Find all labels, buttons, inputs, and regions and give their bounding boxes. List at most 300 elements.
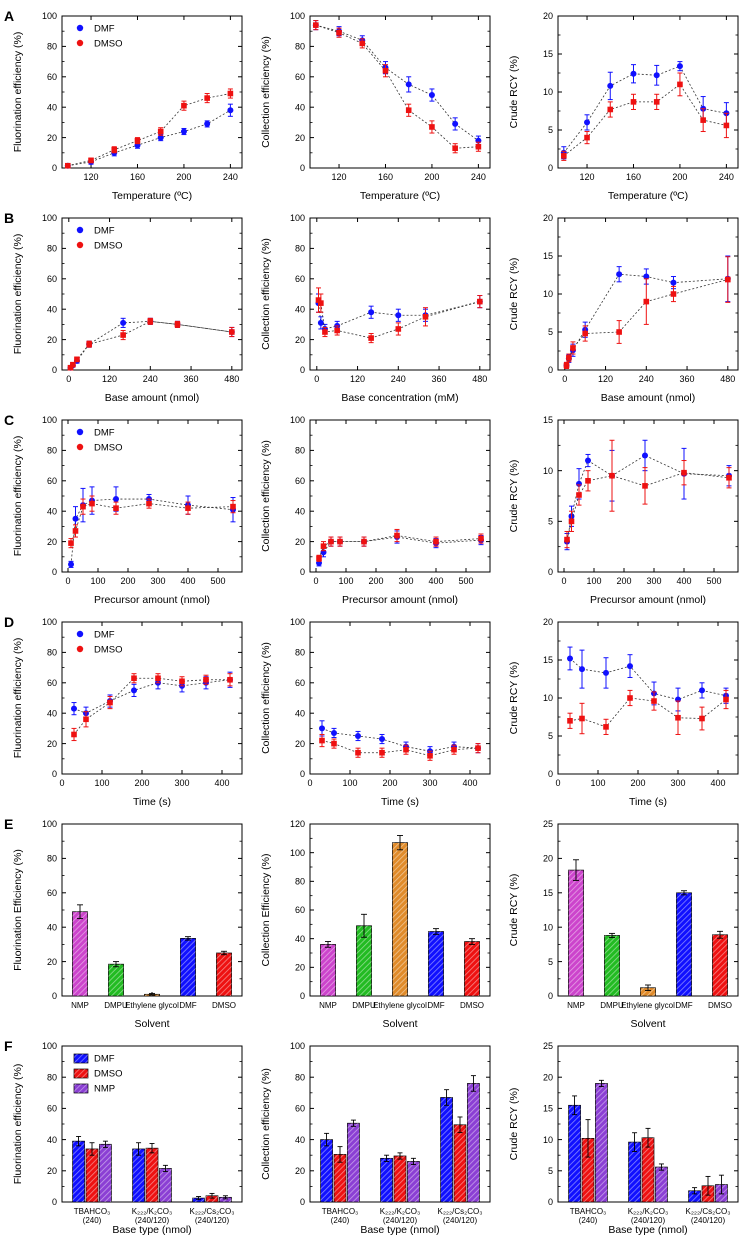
marker-dmso xyxy=(65,163,71,169)
data-point xyxy=(227,104,233,116)
x-tick-label: Ethylene glycol xyxy=(373,1001,427,1010)
chart-E2 xyxy=(258,814,498,1030)
x-axis-label: Base type (nmol) xyxy=(112,1224,192,1236)
plot-frame xyxy=(558,218,738,370)
data-point xyxy=(331,739,337,748)
data-point xyxy=(452,118,458,130)
marker-dmf xyxy=(368,309,374,315)
marker-dmso xyxy=(723,697,729,703)
y-axis-label: Collection efficiency (%) xyxy=(260,642,272,754)
marker-dmso xyxy=(322,329,328,335)
y-tick-label: 100 xyxy=(41,819,57,830)
data-point xyxy=(68,561,74,567)
y-tick-label: 20 xyxy=(294,1166,305,1176)
data-point xyxy=(355,748,361,757)
bar xyxy=(712,931,727,996)
y-tick-label: 60 xyxy=(294,274,305,284)
data-point xyxy=(396,323,402,335)
marker-dmf xyxy=(406,81,412,87)
marker-dmso xyxy=(70,362,76,368)
bar xyxy=(180,937,195,996)
marker-dmf xyxy=(630,71,636,77)
x-axis-label: Base type (nmol) xyxy=(608,1224,688,1236)
bar xyxy=(216,951,231,996)
y-tick-label: 100 xyxy=(289,847,305,858)
y-tick-label: 100 xyxy=(289,617,305,628)
marker-dmso xyxy=(175,322,181,328)
y-tick-label: 20 xyxy=(46,334,57,345)
data-point xyxy=(616,267,622,282)
x-tick-label: 160 xyxy=(377,172,393,182)
y-tick-label: 40 xyxy=(294,1134,305,1145)
chart-E1 xyxy=(10,814,250,1030)
y-tick-label: 80 xyxy=(46,243,57,254)
data-point xyxy=(379,734,385,743)
data-point xyxy=(361,537,367,546)
legend-label: DMSO xyxy=(94,1068,123,1080)
x-axis-label: Temperature (ºC) xyxy=(111,190,193,202)
marker-dmf xyxy=(379,736,385,742)
x-tick-label: 120 xyxy=(102,374,118,384)
x-tick-label: DMSO xyxy=(708,1001,732,1010)
series-line-DMF xyxy=(566,274,727,365)
x-tick-label: K₂₂₂/K₂CO₃ xyxy=(627,1207,669,1216)
chart-svg-A1 xyxy=(10,6,250,202)
x-tick-label: 0 xyxy=(555,778,561,788)
marker-dmso xyxy=(561,153,567,159)
x-tick-label: TBAHCO₃ xyxy=(73,1207,111,1216)
x-tick-label: 0 xyxy=(307,778,313,788)
x-axis-label: Solvent xyxy=(134,1018,170,1030)
y-tick-label: 20 xyxy=(294,738,305,749)
y-tick-label: 0 xyxy=(299,1197,305,1208)
y-tick-label: 10 xyxy=(542,922,553,933)
y-tick-label: 15 xyxy=(542,888,553,898)
y-tick-label: 0 xyxy=(299,991,305,1002)
y-tick-label: 100 xyxy=(289,213,305,224)
chart-B2 xyxy=(258,208,498,404)
x-tick-label: (240) xyxy=(330,1216,350,1225)
x-tick-label: TBAHCO₃ xyxy=(321,1207,359,1216)
data-point xyxy=(567,647,573,670)
legend-label: DMF xyxy=(94,1053,115,1065)
series-line-DMF xyxy=(567,455,729,541)
data-point xyxy=(476,142,482,151)
x-axis-label: Temperature (ºC) xyxy=(607,190,689,202)
data-point xyxy=(131,684,137,696)
y-axis-label: Fluorination efficiency (%) xyxy=(12,31,24,153)
data-point xyxy=(584,132,590,144)
bar xyxy=(159,1165,171,1202)
marker-dmf xyxy=(395,312,401,318)
bar xyxy=(72,905,87,996)
y-tick-label: 60 xyxy=(46,72,57,82)
marker-dmf xyxy=(603,670,609,676)
data-point xyxy=(368,334,374,343)
marker-dmso xyxy=(582,331,588,337)
data-point xyxy=(111,147,117,153)
data-point xyxy=(429,89,435,101)
data-point xyxy=(477,296,483,308)
y-axis-label: Crude RCY (%) xyxy=(508,1087,520,1161)
y-tick-label: 60 xyxy=(294,72,305,82)
data-point xyxy=(89,496,95,511)
marker-dmso xyxy=(334,328,340,334)
x-axis-label: Temperature (ºC) xyxy=(359,190,441,202)
y-axis-label: Crude RCY (%) xyxy=(508,661,520,735)
marker-dmso xyxy=(68,540,74,546)
y-tick-label: 60 xyxy=(294,678,305,688)
marker-dmso xyxy=(403,747,409,753)
data-point xyxy=(88,158,94,164)
x-tick-label: 200 xyxy=(134,778,150,788)
marker-dmso xyxy=(478,536,484,542)
bar xyxy=(569,1096,581,1202)
y-tick-label: 100 xyxy=(289,415,305,426)
data-point xyxy=(181,128,187,134)
marker-dmso xyxy=(336,30,342,36)
x-tick-label: 0 xyxy=(59,778,65,788)
series-line-DMSO xyxy=(570,698,726,727)
marker-dmf xyxy=(579,666,585,672)
y-tick-label: 20 xyxy=(294,334,305,345)
chart-svg-D2 xyxy=(258,612,498,808)
data-point xyxy=(677,62,683,71)
data-point xyxy=(148,318,154,324)
y-tick-label: 5 xyxy=(547,731,553,742)
x-tick-label: 0 xyxy=(66,374,72,384)
y-axis-label: Crude RCY (%) xyxy=(508,55,520,129)
chart-A2 xyxy=(258,6,498,202)
marker-dmso xyxy=(148,319,154,325)
x-tick-label: TBAHCO₃ xyxy=(569,1207,607,1216)
x-tick-label: 360 xyxy=(679,374,695,384)
marker-dmso xyxy=(71,732,77,738)
x-tick-label: (240/120) xyxy=(442,1216,478,1225)
y-tick-label: 0 xyxy=(51,1197,57,1208)
y-tick-label: 0 xyxy=(547,1197,553,1208)
panel-letter-d: D xyxy=(4,614,15,630)
x-tick-label: Ethylene glycol xyxy=(621,1001,675,1010)
marker-dmso xyxy=(681,470,687,476)
y-tick-label: 0 xyxy=(547,365,553,376)
bar xyxy=(193,1197,205,1202)
chart-svg-E1 xyxy=(10,814,250,1030)
y-tick-label: 20 xyxy=(542,853,553,864)
x-tick-label: 100 xyxy=(590,778,606,788)
marker-dmso xyxy=(642,483,648,489)
marker-dmf xyxy=(181,129,187,135)
marker-dmso xyxy=(318,300,324,306)
data-point xyxy=(71,703,77,715)
data-point xyxy=(175,321,181,327)
chart-C3 xyxy=(506,410,746,606)
marker-dmso xyxy=(651,698,657,704)
bar xyxy=(108,962,123,996)
marker-dmso xyxy=(361,539,367,545)
legend-swatch-NMP xyxy=(74,1084,88,1093)
data-point xyxy=(644,279,650,325)
data-point xyxy=(579,703,585,733)
x-tick-label: 200 xyxy=(176,172,192,182)
legend-label: DMF xyxy=(94,225,115,237)
y-axis-label: Crude RCY (%) xyxy=(508,459,520,533)
y-tick-label: 80 xyxy=(46,445,57,456)
series-line-DMSO xyxy=(566,280,727,366)
panel-letter-a: A xyxy=(4,8,15,24)
y-tick-label: 20 xyxy=(46,132,57,143)
marker-dmso xyxy=(570,345,576,351)
x-tick-label: K₂₂₂/Cs₂CO₃ xyxy=(685,1207,731,1216)
data-point xyxy=(313,21,319,30)
marker-dmso xyxy=(328,539,334,545)
x-tick-label: 200 xyxy=(616,576,632,586)
y-tick-label: 5 xyxy=(547,327,553,338)
x-tick-label: 100 xyxy=(94,778,110,788)
series-line-DMSO xyxy=(71,504,233,544)
data-point xyxy=(631,94,637,109)
bar xyxy=(454,1117,466,1202)
x-tick-label: 360 xyxy=(431,374,447,384)
y-tick-label: 40 xyxy=(46,1134,57,1145)
x-tick-label: 120 xyxy=(83,172,99,182)
x-tick-label: 200 xyxy=(368,576,384,586)
data-point xyxy=(627,690,633,705)
data-point xyxy=(724,113,730,137)
x-tick-label: 100 xyxy=(342,778,358,788)
marker-dmso xyxy=(564,537,570,543)
y-tick-label: 0 xyxy=(51,991,57,1002)
marker-dmf xyxy=(68,561,74,567)
marker-dmf xyxy=(699,687,705,693)
bar xyxy=(604,933,619,996)
x-tick-label: K₂₂₂/K₂CO₃ xyxy=(131,1207,173,1216)
data-point xyxy=(579,650,585,688)
data-point xyxy=(567,713,573,728)
data-point xyxy=(181,101,187,110)
data-point xyxy=(120,330,126,339)
x-axis-label: Time (s) xyxy=(628,796,668,808)
y-tick-label: 0 xyxy=(299,567,305,578)
x-axis-label: Precursor amount (nmol) xyxy=(341,594,459,606)
legend-marker-DMF xyxy=(77,429,83,435)
chart-svg-C2 xyxy=(258,410,498,606)
y-axis-label: Fluorination efficiency (%) xyxy=(12,435,24,557)
marker-dmso xyxy=(113,505,119,511)
marker-dmso xyxy=(579,716,585,722)
marker-dmf xyxy=(452,121,458,127)
x-tick-label: NMP xyxy=(319,1001,337,1010)
x-tick-label: DMPU xyxy=(600,1001,624,1010)
y-tick-label: 15 xyxy=(542,49,553,60)
x-tick-label: DMSO xyxy=(460,1001,484,1010)
bar xyxy=(467,1076,479,1202)
data-point xyxy=(131,674,137,683)
data-point xyxy=(429,121,435,133)
marker-dmso xyxy=(331,741,337,747)
marker-dmf xyxy=(654,72,660,78)
marker-dmso xyxy=(406,107,412,113)
x-tick-label: 300 xyxy=(174,778,190,788)
y-axis-label: Collection Efficiency (%) xyxy=(260,853,272,967)
y-tick-label: 60 xyxy=(46,888,57,898)
bar xyxy=(347,1120,359,1202)
x-tick-label: DMF xyxy=(179,1001,197,1010)
marker-dmso xyxy=(603,724,609,730)
marker-dmso xyxy=(700,117,706,123)
y-tick-label: 20 xyxy=(46,956,57,967)
marker-dmso xyxy=(609,473,615,479)
chart-D2 xyxy=(258,612,498,808)
data-point xyxy=(677,73,683,96)
marker-dmso xyxy=(427,753,433,759)
marker-dmso xyxy=(644,299,650,305)
plot-frame xyxy=(310,16,490,168)
x-tick-label: 400 xyxy=(428,576,444,586)
y-tick-label: 60 xyxy=(46,274,57,284)
marker-dmso xyxy=(567,718,573,724)
y-tick-label: 20 xyxy=(294,962,305,973)
marker-dmso xyxy=(111,147,117,153)
data-point xyxy=(627,655,633,678)
chart-svg-F3 xyxy=(506,1036,746,1236)
x-tick-label: 160 xyxy=(129,172,145,182)
series-line-DMSO xyxy=(318,300,479,338)
data-point xyxy=(158,128,164,136)
data-point xyxy=(423,308,429,326)
y-tick-label: 10 xyxy=(542,1134,553,1145)
marker-dmso xyxy=(451,747,457,753)
bar xyxy=(394,1153,406,1202)
data-point xyxy=(135,138,141,144)
data-point xyxy=(630,65,636,83)
marker-dmso xyxy=(203,677,209,683)
x-tick-label: 120 xyxy=(579,172,595,182)
marker-dmf xyxy=(331,730,337,736)
x-tick-label: (240/120) xyxy=(690,1216,726,1225)
y-tick-label: 100 xyxy=(289,1041,305,1052)
data-point xyxy=(113,502,119,514)
y-tick-label: 5 xyxy=(547,956,553,967)
bar xyxy=(99,1141,111,1202)
x-tick-label: (240/120) xyxy=(382,1216,418,1225)
x-tick-label: 0 xyxy=(314,374,320,384)
marker-dmso xyxy=(675,715,681,721)
marker-dmf xyxy=(227,107,233,113)
bar xyxy=(146,1144,158,1203)
data-point xyxy=(642,440,648,470)
chart-svg-B1 xyxy=(10,208,250,404)
y-tick-label: 100 xyxy=(41,11,57,22)
marker-dmso xyxy=(88,158,94,164)
marker-dmso xyxy=(229,329,235,335)
plot-frame xyxy=(558,16,738,168)
data-point xyxy=(228,89,234,98)
y-tick-label: 80 xyxy=(294,647,305,658)
y-tick-label: 60 xyxy=(294,905,305,916)
marker-dmso xyxy=(433,539,439,545)
x-axis-label: Time (s) xyxy=(132,796,172,808)
y-tick-label: 20 xyxy=(294,132,305,143)
data-point xyxy=(70,362,76,368)
plot-frame xyxy=(310,420,490,572)
marker-dmf xyxy=(585,458,591,464)
data-point xyxy=(204,121,210,127)
legend-marker-DMSO xyxy=(77,242,83,248)
marker-dmso xyxy=(725,277,731,283)
y-tick-label: 40 xyxy=(46,304,57,315)
y-tick-label: 80 xyxy=(294,445,305,456)
x-tick-label: K₂₂₂/Cs₂CO₃ xyxy=(189,1207,235,1216)
panel-letter-c: C xyxy=(4,412,15,428)
data-point xyxy=(699,707,705,730)
x-tick-label: DMF xyxy=(427,1001,445,1010)
data-point xyxy=(585,454,591,466)
chart-F2 xyxy=(258,1036,498,1236)
data-point xyxy=(227,674,233,686)
x-tick-label: 300 xyxy=(670,778,686,788)
bar xyxy=(86,1143,98,1202)
legend-label: DMSO xyxy=(94,38,123,50)
data-point xyxy=(609,440,615,511)
x-axis-label: Base type (nmol) xyxy=(360,1224,440,1236)
data-point xyxy=(68,539,74,548)
bar xyxy=(655,1164,667,1202)
data-point xyxy=(120,318,126,327)
x-tick-label: 400 xyxy=(710,778,726,788)
x-tick-label: Ethylene glycol xyxy=(125,1001,179,1010)
data-point xyxy=(607,102,613,117)
bar xyxy=(219,1196,231,1202)
legend-label: DMSO xyxy=(94,442,123,454)
bar xyxy=(73,1136,85,1202)
x-tick-label: (240/120) xyxy=(134,1216,170,1225)
y-tick-label: 40 xyxy=(46,102,57,113)
y-axis-label: Crude RCY (%) xyxy=(508,257,520,331)
plot-frame xyxy=(310,622,490,774)
bar xyxy=(642,1128,654,1202)
y-tick-label: 40 xyxy=(46,708,57,719)
x-tick-label: 400 xyxy=(676,576,692,586)
y-tick-label: 80 xyxy=(294,41,305,52)
y-tick-label: 60 xyxy=(294,476,305,486)
y-axis-label: Fluorination efficiency (%) xyxy=(12,1063,24,1185)
y-tick-label: 60 xyxy=(294,1103,305,1114)
x-tick-label: 120 xyxy=(331,172,347,182)
marker-dmf xyxy=(677,63,683,69)
data-point xyxy=(723,690,729,708)
data-point xyxy=(379,748,385,757)
marker-dmso xyxy=(566,355,572,361)
marker-dmf xyxy=(670,280,676,286)
chart-svg-A2 xyxy=(258,6,498,202)
plot-frame xyxy=(62,622,242,774)
y-tick-label: 25 xyxy=(542,819,553,830)
series-line-DMSO xyxy=(68,94,231,166)
data-point xyxy=(603,719,609,734)
y-tick-label: 120 xyxy=(289,819,305,830)
y-tick-label: 0 xyxy=(547,769,553,780)
x-tick-label: 300 xyxy=(646,576,662,586)
chart-svg-C3 xyxy=(506,410,746,606)
data-point xyxy=(331,728,337,737)
x-axis-label: Precursor amount (nmol) xyxy=(93,594,211,606)
legend-marker-DMSO xyxy=(77,444,83,450)
x-tick-label: K₂₂₂/Cs₂CO₃ xyxy=(437,1207,483,1216)
marker-dmso xyxy=(631,99,637,105)
y-tick-label: 40 xyxy=(294,506,305,517)
x-tick-label: 240 xyxy=(390,374,406,384)
